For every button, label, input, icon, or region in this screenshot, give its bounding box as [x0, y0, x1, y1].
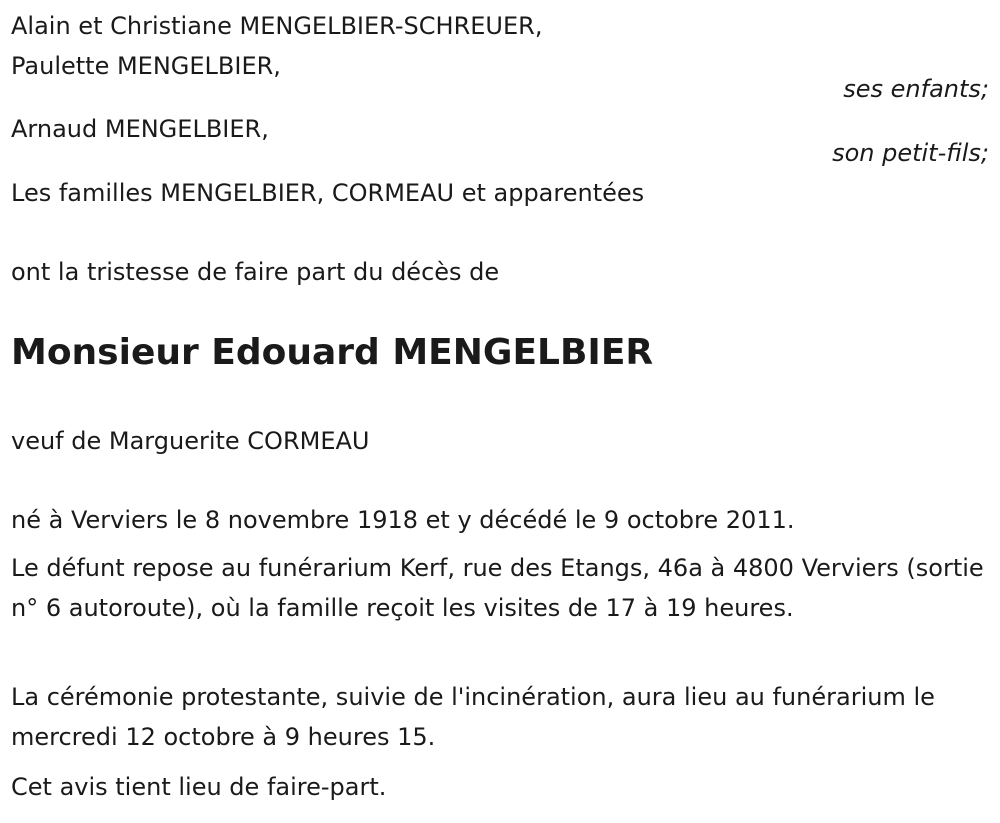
birth-death-text: né à Verviers le 8 novembre 1918 et y décédé le 9 octobre 2011.: [11, 506, 795, 534]
role-grandson: son petit-fils;: [832, 139, 989, 167]
family-line-relatives: Les familles MENGELBIER, CORMEAU et apparentées: [11, 179, 645, 207]
ceremony-text: La cérémonie protestante, suivie de l'incinération, aura lieu au funérarium le mercredi 12 octobre à 9 heures 15.: [11, 683, 935, 751]
viewing-text: Le défunt repose au funérarium Kerf, rue des Etangs, 46a à 4800 Verviers (sortie n° 6 autoroute), où la famille reçoit les visites de 17 à 19 heures.: [11, 554, 984, 622]
deceased-name: Monsieur Edouard MENGELBIER: [11, 332, 654, 373]
announcement-text: ont la tristesse de faire part du décès de: [11, 258, 500, 286]
role-children: ses enfants;: [843, 75, 989, 103]
family-line-children-1: Alain et Christiane MENGELBIER-SCHREUER,: [11, 12, 543, 40]
notice-text: Cet avis tient lieu de faire-part.: [11, 773, 387, 801]
family-line-children-2: Paulette MENGELBIER,: [11, 52, 281, 80]
widower-line: veuf de Marguerite CORMEAU: [11, 427, 370, 455]
family-line-grandson: Arnaud MENGELBIER,: [11, 115, 269, 143]
